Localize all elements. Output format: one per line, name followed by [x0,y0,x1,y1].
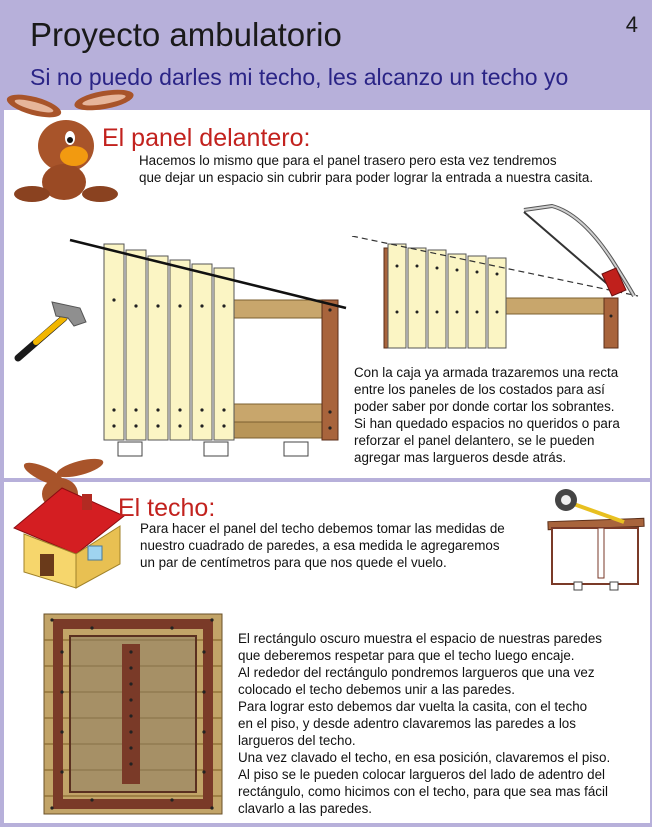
hacksaw-icon [516,204,646,314]
roof-frame-drawing [42,612,224,816]
front-panel-intro: Hacemos lo mismo que para el panel trasero pero esta vez tendremos que dejar un espacio sin cubrir para poder lograr la entrada a nuestra casita. [139,153,594,185]
front-panel-section [4,110,650,478]
page-number: 4 [625,12,638,37]
house-icon [4,454,134,594]
roof-section [4,482,650,823]
front-panel-heading: El panel delantero: [102,124,311,152]
tape-measure-icon [544,482,648,594]
front-panel-explanation: Con la caja ya armada trazaremos una recta entre los paneles de los costados para así poder saber por donde cortar los sobrantes. Si han quedado espacios no queridos o para reforzar el panel delantero, se le pueden agregar mas largueros desde atrás. [354,365,620,465]
roof-heading: El techo: [118,494,216,522]
page-title: Proyecto ambulatorio [30,16,342,53]
roof-explanation: El rectángulo oscuro muestra el espacio de nuestras paredes que deberemos respetar para que el techo luego encaje. Al rededor del rectángulo pondremos largueros que una vez colocado el techo debemos unir a las paredes. Para lograr esto debemos dar vuelta la casita, con el techo en el piso, y desde adentro clavaremos las paredes a los largueros del techo. Una vez clavado el techo, en esa posición, clavaremos el piso. Al piso se le pueden colocar largueros del lado de adentro del rectángulo, como hicimos con el techo, para que sea mas fácil clavarlo a las paredes. [238,631,611,816]
front-panel-drawing [64,236,354,468]
page-subtitle: Si no puedo darles mi techo, les alcanzo un techo yo [30,64,569,90]
roof-intro: Para hacer el panel del techo debemos tomar las medidas de nuestro cuadrado de paredes, a esa medida le agregaremos un par de centímetros para que nos quede el vuelo. [140,521,505,570]
